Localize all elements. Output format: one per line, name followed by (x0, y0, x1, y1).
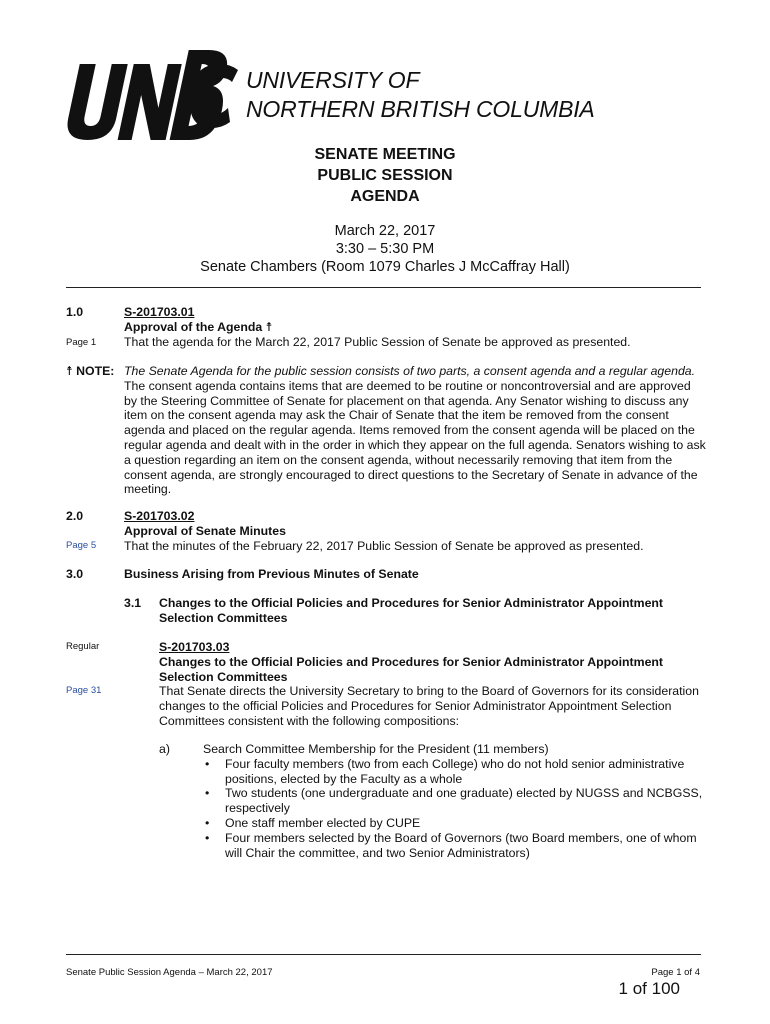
university-name-line2: NORTHERN BRITISH COLUMBIA (246, 96, 595, 122)
motion-id: S-201703.02 (124, 509, 195, 523)
unbc-logo-c (188, 62, 240, 132)
item-number: 3.0 (66, 567, 84, 581)
agenda-item-2 (124, 509, 704, 553)
title-line2: PUBLIC SESSION (317, 167, 453, 184)
viewer-page-count: 1 of 100 (618, 979, 680, 998)
footer-document-name: Senate Public Session Agenda – March 22, 2017 (66, 967, 273, 978)
footer-divider (66, 954, 701, 955)
university-name (246, 66, 595, 124)
note-text: The consent agenda contains items that are deemed to be routine or noncontroversial and are approved by the Steering Committee of Senate for placement on that agenda. Any Senator wishing to discuss any item on the consent agenda may ask the Chair of Senate that the item be removed from the consent agenda and placed on the regular agenda. Items removed from the consent agenda will be placed on the regular agenda and dealt with in the order in which they appear on the full agenda. Senators wishing to ask a question regarding an item on the consent agenda, without necessarily removing that item from the consent agenda, are strongly encouraged to direct questions to the Secretary of Senate in advance of the meeting. (124, 378, 706, 497)
membership-list (203, 757, 703, 861)
footer-page-number: Page 1 of 4 (651, 967, 700, 978)
header-divider (66, 287, 701, 288)
meeting-details (0, 222, 770, 276)
list-item: • Two students (one undergraduate and one graduate) elected by NUGSS and NCBGSS, respectively (203, 786, 703, 816)
page-reference[interactable]: Page 31 (66, 685, 102, 696)
item-number: 2.0 (66, 509, 84, 523)
motion-id: S-201703.01 (124, 305, 195, 319)
note-body (124, 364, 706, 497)
list-marker: a) (159, 742, 170, 756)
note-label: ☨ NOTE: (66, 364, 115, 378)
agenda-item-1 (124, 305, 704, 349)
list-heading: Search Committee Membership for the President (11 members) (203, 742, 549, 756)
motion-heading: Changes to the Official Policies and Procedures for Senior Administrator Appointment Selection Committees (159, 654, 664, 684)
meeting-location: Senate Chambers (Room 1079 Charles J McCaffray Hall) (200, 259, 570, 275)
title-line1: SENATE MEETING (314, 146, 456, 163)
item-heading: Approval of Senate Minutes (124, 523, 286, 538)
note-lead: The Senate Agenda for the public session consists of two parts, a consent agenda and a regular agenda. (124, 364, 696, 378)
item-number: 1.0 (66, 305, 84, 319)
motion-text: That the minutes of the February 22, 2017 Public Session of Senate be approved as presented. (124, 538, 644, 553)
committee-membership (203, 742, 703, 860)
list-item: • One staff member elected by CUPE (203, 816, 703, 831)
meeting-time: 3:30 – 5:30 PM (335, 241, 435, 257)
agenda-item-3-motion (159, 640, 704, 729)
university-name-line1: UNIVERSITY OF (246, 67, 420, 93)
meeting-date: March 22, 2017 (334, 223, 436, 239)
title-line3: AGENDA (350, 188, 420, 205)
regular-label: Regular (66, 641, 100, 652)
motion-text: That the agenda for the March 22, 2017 Public Session of Senate be approved as presented. (124, 334, 631, 349)
page-reference: Page 1 (66, 337, 97, 348)
sub-item-number: 3.1 (124, 596, 142, 610)
list-item: • Four members selected by the Board of Governors (two Board members, one of whom will Chair the committee, and two Senior Administrators) (203, 831, 703, 861)
motion-id: S-201703.03 (159, 640, 230, 654)
page-reference[interactable]: Page 5 (66, 540, 97, 551)
item-heading: Business Arising from Previous Minutes of Senate (124, 567, 419, 581)
item-heading: Approval of the Agenda ☨ (124, 319, 273, 334)
list-item: • Four faculty members (two from each College) who do not hold senior administrative positions, elected by the Faculty as a whole (203, 757, 703, 787)
document-title (0, 144, 770, 207)
motion-text: That Senate directs the University Secretary to bring to the Board of Governors for its consideration changes to the official Policies and Procedures for Senior Administrator Appointment Selection Committees consistent with the following compositions: (159, 684, 699, 728)
sub-item-heading: Changes to the Official Policies and Procedures for Senior Administrator Appointment Selection Committees (159, 596, 664, 625)
